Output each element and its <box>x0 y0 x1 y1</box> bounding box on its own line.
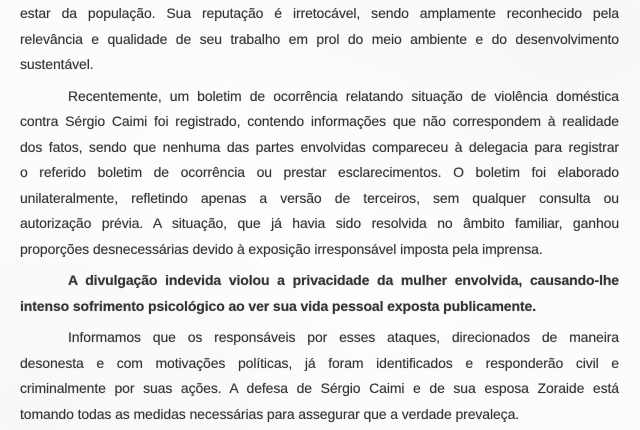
paragraph-1 <box>20 1 619 78</box>
text-line: sustentável. <box>20 56 94 72</box>
text-line: relevância e qualidade de seu trabalho em prol do meio ambiente e do desenvolvimento <box>20 30 619 47</box>
text-line: Informamos que os responsáveis por esses ataques, direcionados de maneira <box>68 329 619 345</box>
text-line: intenso sofrimento psicológico ao ver sua vida pessoal exposta publicamente. <box>20 297 536 314</box>
text-line: Recentemente, um boletim de ocorrência relatando situação de violência doméstica <box>68 87 619 104</box>
text-line: contra Sérgio Caimi foi registrado, contendo informações que não correspondem à realidade <box>20 113 619 129</box>
text-line: o referido boletim de ocorrência ou prestar esclarecimentos. O boletim foi elaborado <box>20 164 619 180</box>
text-line: criminalmente por suas ações. A defesa de Sérgio Caimi e de sua esposa Zoraide está <box>20 380 619 396</box>
text-line: proporções desnecessárias devido à exposição irresponsável imposta pela imprensa. <box>20 240 543 257</box>
text-line: autorização prévia. A situação, que já havia sido resolvida no âmbito familiar, ganhou <box>20 215 619 231</box>
text-line: A divulgação indevida violou a privacidade da mulher envolvida, causando-lhe <box>68 272 619 288</box>
text-line: estar da população. Sua reputação é irretocável, sendo amplamente reconhecido pela <box>20 5 619 21</box>
paragraph-2 <box>20 84 619 263</box>
paragraph-4 <box>20 325 619 427</box>
text-line: unilateralmente, refletindo apenas a versão de terceiros, sem qualquer consulta ou <box>20 189 619 206</box>
text-line: dos fatos, sendo que nenhuma das partes envolvidas compareceu à delegacia para registrar <box>20 138 619 155</box>
text-line: desonesta e com motivações políticas, já foram identificados e responderão civil e <box>20 354 619 371</box>
document-text-block <box>20 1 619 427</box>
paragraph-3 <box>20 268 619 319</box>
text-line: tomando todas as medidas necessárias para assegurar que a verdade prevaleça. <box>20 405 520 422</box>
